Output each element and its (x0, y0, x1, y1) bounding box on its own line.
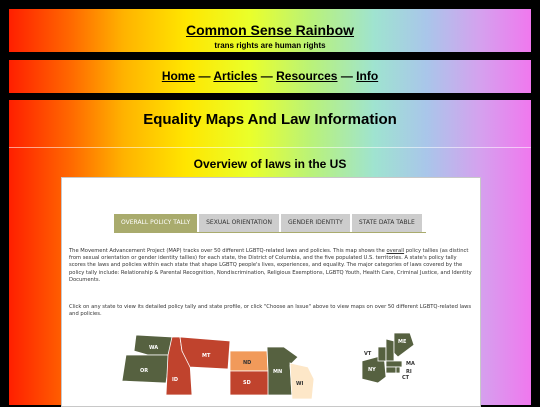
state-label-wi: WI (296, 381, 304, 387)
section-title: Overview of laws in the US (193, 157, 347, 171)
state-label-or: OR (140, 368, 149, 374)
nav-separator: — (340, 69, 353, 83)
state-label-mt: MT (202, 353, 211, 359)
tab-underline (114, 232, 426, 233)
tab-sexual-orientation[interactable]: SEXUAL ORIENTATION (199, 214, 279, 232)
state-label-nd: ND (243, 360, 252, 366)
nav-separator: — (260, 69, 273, 83)
tab-overall-policy-tally[interactable]: OVERALL POLICY TALLY (114, 214, 197, 232)
intro-text-continued: policy tallies (as distinct from sexual orientation or gender identity tallies) for each state, the District of Columbia, and the five populated U.S. territories. A state's policy tally scores the laws and policies within each state that shape LGBTQ people's lives, experiences, and equality. The major categories of laws covered by the policy tally include: Relationship & Parental Recognition, Nondiscrimination, Religious Exemptions, LGBTQ Youth, Health Care, Criminal Justice, and Identity Documents. (69, 248, 472, 283)
nav-link-articles[interactable]: Articles (213, 69, 258, 83)
state-ma[interactable] (386, 361, 402, 367)
intro-paragraph (69, 248, 473, 284)
state-label-ma: MA (406, 361, 415, 367)
site-title[interactable]: Common Sense Rainbow (185, 22, 355, 38)
main-nav (9, 60, 531, 93)
state-label-me: ME (398, 339, 407, 345)
state-label-vt: VT (364, 351, 372, 357)
state-label-sd: SD (243, 380, 251, 386)
state-label-ri: RI (406, 369, 412, 375)
main-content (9, 100, 531, 405)
state-label-nh: NH (380, 333, 389, 339)
state-me[interactable] (394, 333, 414, 357)
tab-gender-identity[interactable]: GENDER IDENTITY (281, 214, 350, 232)
instructions-paragraph: Click on any state to view its detailed policy tally and state profile, or click "Choose an Issue" above to view maps on over 50 different LGBTQ-related laws and policies. (69, 304, 472, 318)
state-vt[interactable] (378, 347, 386, 361)
equality-map-embed (61, 177, 481, 407)
state-label-mn: MN (273, 369, 283, 375)
state-label-wa: WA (149, 345, 159, 351)
nav-link-home[interactable]: Home (161, 69, 196, 83)
nav-link-resources[interactable]: Resources (276, 69, 338, 83)
overall-link[interactable]: overall (386, 248, 405, 254)
site-tagline: trans rights are human rights (214, 41, 326, 50)
page-title: Equality Maps And Law Information (143, 111, 397, 128)
state-label-ct: CT (402, 375, 410, 381)
map-tabs (114, 214, 422, 232)
tab-state-data-table[interactable]: STATE DATA TABLE (352, 214, 422, 232)
state-ct[interactable] (386, 367, 396, 373)
divider (9, 147, 531, 148)
nav-separator: — (198, 69, 211, 83)
state-nh[interactable] (386, 339, 394, 361)
state-label-ny: NY (368, 367, 376, 373)
state-label-id: ID (172, 377, 179, 383)
intro-text: The Movement Advancement Project (MAP) tracks over 50 different LGBTQ-related laws and policies. This map shows the (69, 248, 387, 254)
us-policy-map (62, 333, 480, 406)
nav-link-info[interactable]: Info (356, 69, 379, 83)
state-ri[interactable] (396, 367, 400, 373)
site-header (9, 9, 531, 52)
